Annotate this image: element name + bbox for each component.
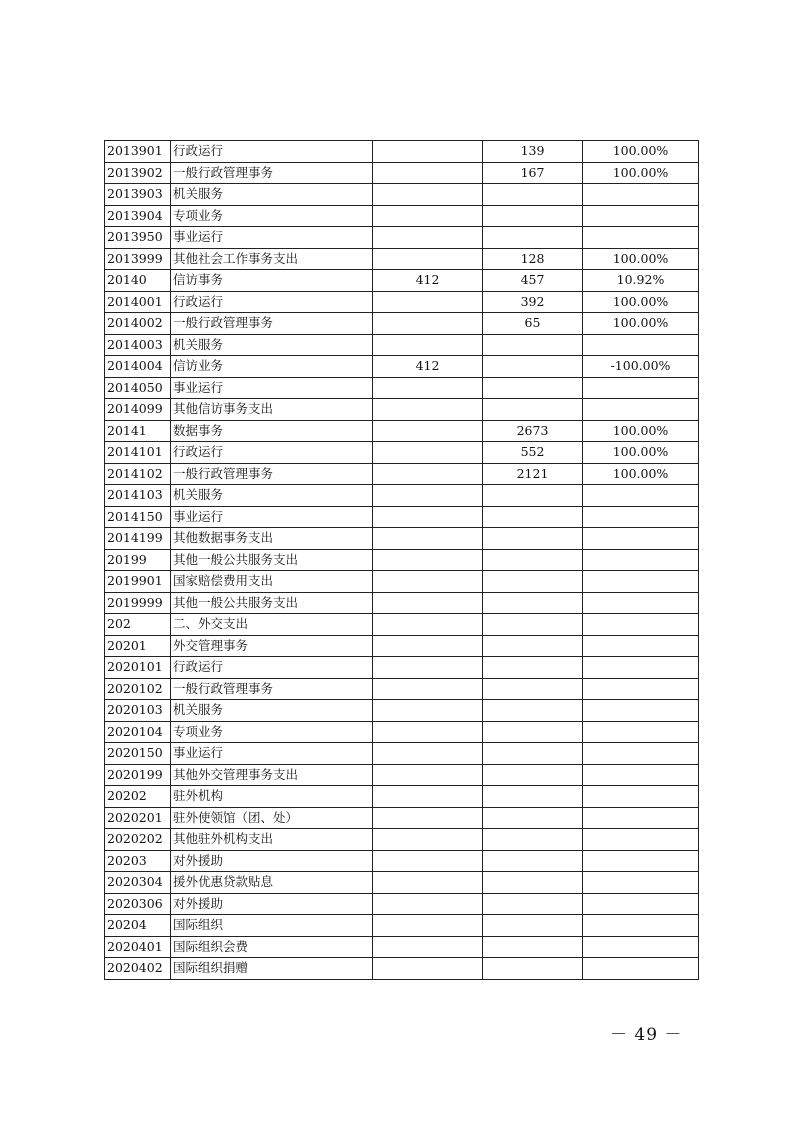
row-prev-amount	[373, 506, 483, 528]
row-prev-amount	[373, 463, 483, 485]
row-code: 2020199	[105, 764, 171, 786]
row-change-rate	[583, 743, 699, 765]
row-change-rate: 100.00%	[583, 313, 699, 335]
row-item-name: 对外援助	[171, 850, 373, 872]
row-curr-amount	[483, 786, 583, 808]
row-code: 2014003	[105, 334, 171, 356]
row-prev-amount	[373, 485, 483, 507]
row-code: 2013950	[105, 227, 171, 249]
row-item-name: 事业运行	[171, 227, 373, 249]
row-code: 2014150	[105, 506, 171, 528]
row-code: 2020306	[105, 893, 171, 915]
row-item-name: 事业运行	[171, 506, 373, 528]
row-item-name: 一般行政管理事务	[171, 313, 373, 335]
table-row	[105, 893, 699, 915]
row-item-name: 国际组织捐赠	[171, 958, 373, 980]
row-item-name: 国际组织	[171, 915, 373, 937]
row-code: 2020104	[105, 721, 171, 743]
row-item-name: 其他数据事务支出	[171, 528, 373, 550]
row-curr-amount	[483, 678, 583, 700]
row-code: 2013904	[105, 205, 171, 227]
table-row	[105, 506, 699, 528]
row-change-rate	[583, 592, 699, 614]
row-prev-amount	[373, 915, 483, 937]
table-row	[105, 528, 699, 550]
row-prev-amount: 412	[373, 270, 483, 292]
row-item-name: 一般行政管理事务	[171, 678, 373, 700]
row-item-name: 外交管理事务	[171, 635, 373, 657]
row-prev-amount	[373, 893, 483, 915]
row-change-rate: 100.00%	[583, 162, 699, 184]
row-item-name: 专项业务	[171, 205, 373, 227]
table-row	[105, 162, 699, 184]
row-curr-amount: 65	[483, 313, 583, 335]
row-curr-amount	[483, 528, 583, 550]
row-change-rate: 100.00%	[583, 141, 699, 163]
row-curr-amount	[483, 592, 583, 614]
row-item-name: 其他外交管理事务支出	[171, 764, 373, 786]
row-change-rate	[583, 506, 699, 528]
row-change-rate	[583, 184, 699, 206]
row-code: 2020103	[105, 700, 171, 722]
table-row	[105, 485, 699, 507]
row-item-name: 行政运行	[171, 291, 373, 313]
row-curr-amount	[483, 549, 583, 571]
row-curr-amount	[483, 893, 583, 915]
row-change-rate: 100.00%	[583, 248, 699, 270]
row-item-name: 其他社会工作事务支出	[171, 248, 373, 270]
row-code: 2014099	[105, 399, 171, 421]
row-change-rate	[583, 485, 699, 507]
row-change-rate	[583, 850, 699, 872]
row-prev-amount	[373, 334, 483, 356]
row-change-rate	[583, 829, 699, 851]
row-curr-amount	[483, 614, 583, 636]
row-item-name: 其他驻外机构支出	[171, 829, 373, 851]
table-row	[105, 829, 699, 851]
row-item-name: 机关服务	[171, 334, 373, 356]
row-curr-amount: 128	[483, 248, 583, 270]
page-number: － 49 －	[610, 1025, 683, 1045]
row-curr-amount	[483, 356, 583, 378]
row-prev-amount	[373, 635, 483, 657]
row-change-rate	[583, 721, 699, 743]
row-prev-amount	[373, 807, 483, 829]
table-row	[105, 786, 699, 808]
row-curr-amount	[483, 872, 583, 894]
table-row	[105, 764, 699, 786]
table-row	[105, 399, 699, 421]
row-code: 2014101	[105, 442, 171, 464]
row-code: 20141	[105, 420, 171, 442]
row-curr-amount	[483, 377, 583, 399]
row-curr-amount	[483, 807, 583, 829]
row-code: 2019999	[105, 592, 171, 614]
row-item-name: 其他一般公共服务支出	[171, 592, 373, 614]
table-row	[105, 291, 699, 313]
row-item-name: 机关服务	[171, 700, 373, 722]
table-row	[105, 270, 699, 292]
table-row	[105, 614, 699, 636]
row-code: 2014050	[105, 377, 171, 399]
row-code: 2013901	[105, 141, 171, 163]
row-change-rate	[583, 205, 699, 227]
table-row	[105, 313, 699, 335]
row-curr-amount	[483, 205, 583, 227]
row-code: 2014199	[105, 528, 171, 550]
row-code: 2020150	[105, 743, 171, 765]
table-row	[105, 442, 699, 464]
row-curr-amount	[483, 184, 583, 206]
row-code: 2014004	[105, 356, 171, 378]
row-change-rate: 100.00%	[583, 291, 699, 313]
table-row	[105, 420, 699, 442]
row-item-name: 驻外使领馆（团、处）	[171, 807, 373, 829]
row-code: 2013999	[105, 248, 171, 270]
row-curr-amount	[483, 721, 583, 743]
row-change-rate	[583, 635, 699, 657]
row-item-name: 国际组织会费	[171, 936, 373, 958]
row-change-rate: 100.00%	[583, 420, 699, 442]
row-change-rate	[583, 915, 699, 937]
row-prev-amount	[373, 592, 483, 614]
row-item-name: 行政运行	[171, 657, 373, 679]
table-row	[105, 592, 699, 614]
row-prev-amount	[373, 700, 483, 722]
row-curr-amount	[483, 506, 583, 528]
row-curr-amount	[483, 850, 583, 872]
row-code: 20201	[105, 635, 171, 657]
row-item-name: 行政运行	[171, 141, 373, 163]
row-item-name: 其他信访事务支出	[171, 399, 373, 421]
row-change-rate	[583, 700, 699, 722]
row-prev-amount	[373, 162, 483, 184]
row-change-rate	[583, 958, 699, 980]
row-item-name: 一般行政管理事务	[171, 162, 373, 184]
row-prev-amount	[373, 872, 483, 894]
table-row	[105, 721, 699, 743]
row-code: 2014102	[105, 463, 171, 485]
row-code: 2020202	[105, 829, 171, 851]
row-prev-amount	[373, 764, 483, 786]
row-curr-amount	[483, 485, 583, 507]
row-prev-amount	[373, 442, 483, 464]
row-prev-amount	[373, 399, 483, 421]
row-curr-amount	[483, 227, 583, 249]
row-item-name: 数据事务	[171, 420, 373, 442]
row-change-rate	[583, 528, 699, 550]
row-code: 20203	[105, 850, 171, 872]
row-item-name: 信访业务	[171, 356, 373, 378]
row-prev-amount	[373, 936, 483, 958]
row-prev-amount	[373, 205, 483, 227]
row-change-rate	[583, 571, 699, 593]
row-code: 2020402	[105, 958, 171, 980]
row-curr-amount	[483, 829, 583, 851]
row-curr-amount	[483, 399, 583, 421]
row-prev-amount	[373, 743, 483, 765]
row-change-rate	[583, 764, 699, 786]
row-curr-amount: 139	[483, 141, 583, 163]
row-item-name: 其他一般公共服务支出	[171, 549, 373, 571]
row-change-rate	[583, 399, 699, 421]
row-curr-amount	[483, 635, 583, 657]
row-item-name: 国家赔偿费用支出	[171, 571, 373, 593]
row-change-rate: -100.00%	[583, 356, 699, 378]
row-curr-amount	[483, 657, 583, 679]
row-prev-amount	[373, 141, 483, 163]
row-change-rate	[583, 786, 699, 808]
table-row	[105, 936, 699, 958]
row-prev-amount	[373, 528, 483, 550]
row-prev-amount	[373, 377, 483, 399]
row-prev-amount	[373, 850, 483, 872]
row-change-rate: 100.00%	[583, 463, 699, 485]
row-change-rate	[583, 549, 699, 571]
row-item-name: 对外援助	[171, 893, 373, 915]
row-item-name: 一般行政管理事务	[171, 463, 373, 485]
row-code: 2019901	[105, 571, 171, 593]
row-prev-amount	[373, 248, 483, 270]
table-row	[105, 807, 699, 829]
row-curr-amount: 552	[483, 442, 583, 464]
row-curr-amount	[483, 334, 583, 356]
row-curr-amount: 167	[483, 162, 583, 184]
table-row	[105, 377, 699, 399]
row-curr-amount	[483, 743, 583, 765]
row-prev-amount	[373, 549, 483, 571]
row-curr-amount	[483, 700, 583, 722]
row-change-rate	[583, 614, 699, 636]
table-row	[105, 872, 699, 894]
row-code: 202	[105, 614, 171, 636]
row-change-rate	[583, 678, 699, 700]
row-change-rate	[583, 893, 699, 915]
row-prev-amount	[373, 958, 483, 980]
row-code: 2020401	[105, 936, 171, 958]
row-item-name: 援外优惠贷款贴息	[171, 872, 373, 894]
row-change-rate	[583, 872, 699, 894]
table-row	[105, 743, 699, 765]
budget-table	[104, 140, 699, 980]
row-code: 2013903	[105, 184, 171, 206]
row-curr-amount	[483, 936, 583, 958]
row-item-name: 事业运行	[171, 377, 373, 399]
row-code: 2020101	[105, 657, 171, 679]
row-prev-amount	[373, 657, 483, 679]
row-code: 2020304	[105, 872, 171, 894]
row-prev-amount	[373, 721, 483, 743]
row-prev-amount	[373, 420, 483, 442]
row-curr-amount: 392	[483, 291, 583, 313]
row-curr-amount	[483, 764, 583, 786]
row-curr-amount	[483, 958, 583, 980]
row-code: 20204	[105, 915, 171, 937]
row-item-name: 行政运行	[171, 442, 373, 464]
row-code: 2020102	[105, 678, 171, 700]
table-row	[105, 248, 699, 270]
row-code: 2014103	[105, 485, 171, 507]
row-change-rate	[583, 227, 699, 249]
row-change-rate	[583, 657, 699, 679]
table-body	[105, 141, 699, 980]
row-change-rate	[583, 936, 699, 958]
row-curr-amount: 2673	[483, 420, 583, 442]
row-item-name: 专项业务	[171, 721, 373, 743]
row-change-rate	[583, 377, 699, 399]
table-row	[105, 227, 699, 249]
row-prev-amount	[373, 313, 483, 335]
row-code: 2014001	[105, 291, 171, 313]
table-row	[105, 463, 699, 485]
table-row	[105, 915, 699, 937]
row-prev-amount	[373, 571, 483, 593]
row-prev-amount	[373, 227, 483, 249]
row-item-name: 信访事务	[171, 270, 373, 292]
row-prev-amount: 412	[373, 356, 483, 378]
table-row	[105, 356, 699, 378]
table-row	[105, 678, 699, 700]
row-change-rate: 10.92%	[583, 270, 699, 292]
row-item-name: 驻外机构	[171, 786, 373, 808]
row-prev-amount	[373, 291, 483, 313]
table-row	[105, 141, 699, 163]
row-item-name: 机关服务	[171, 485, 373, 507]
table-row	[105, 549, 699, 571]
row-prev-amount	[373, 184, 483, 206]
row-change-rate: 100.00%	[583, 442, 699, 464]
row-change-rate	[583, 807, 699, 829]
row-prev-amount	[373, 614, 483, 636]
table-row	[105, 184, 699, 206]
table-row	[105, 571, 699, 593]
row-code: 2020201	[105, 807, 171, 829]
row-code: 2013902	[105, 162, 171, 184]
row-curr-amount: 457	[483, 270, 583, 292]
row-item-name: 二、外交支出	[171, 614, 373, 636]
row-code: 20140	[105, 270, 171, 292]
row-prev-amount	[373, 829, 483, 851]
table-row	[105, 205, 699, 227]
table-row	[105, 850, 699, 872]
row-code: 20199	[105, 549, 171, 571]
table-row	[105, 657, 699, 679]
row-curr-amount	[483, 571, 583, 593]
table-row	[105, 700, 699, 722]
table-row	[105, 958, 699, 980]
row-prev-amount	[373, 678, 483, 700]
row-curr-amount: 2121	[483, 463, 583, 485]
table-row	[105, 334, 699, 356]
row-code: 2014002	[105, 313, 171, 335]
row-change-rate	[583, 334, 699, 356]
row-item-name: 机关服务	[171, 184, 373, 206]
row-item-name: 事业运行	[171, 743, 373, 765]
table-row	[105, 635, 699, 657]
row-code: 20202	[105, 786, 171, 808]
row-prev-amount	[373, 786, 483, 808]
row-curr-amount	[483, 915, 583, 937]
